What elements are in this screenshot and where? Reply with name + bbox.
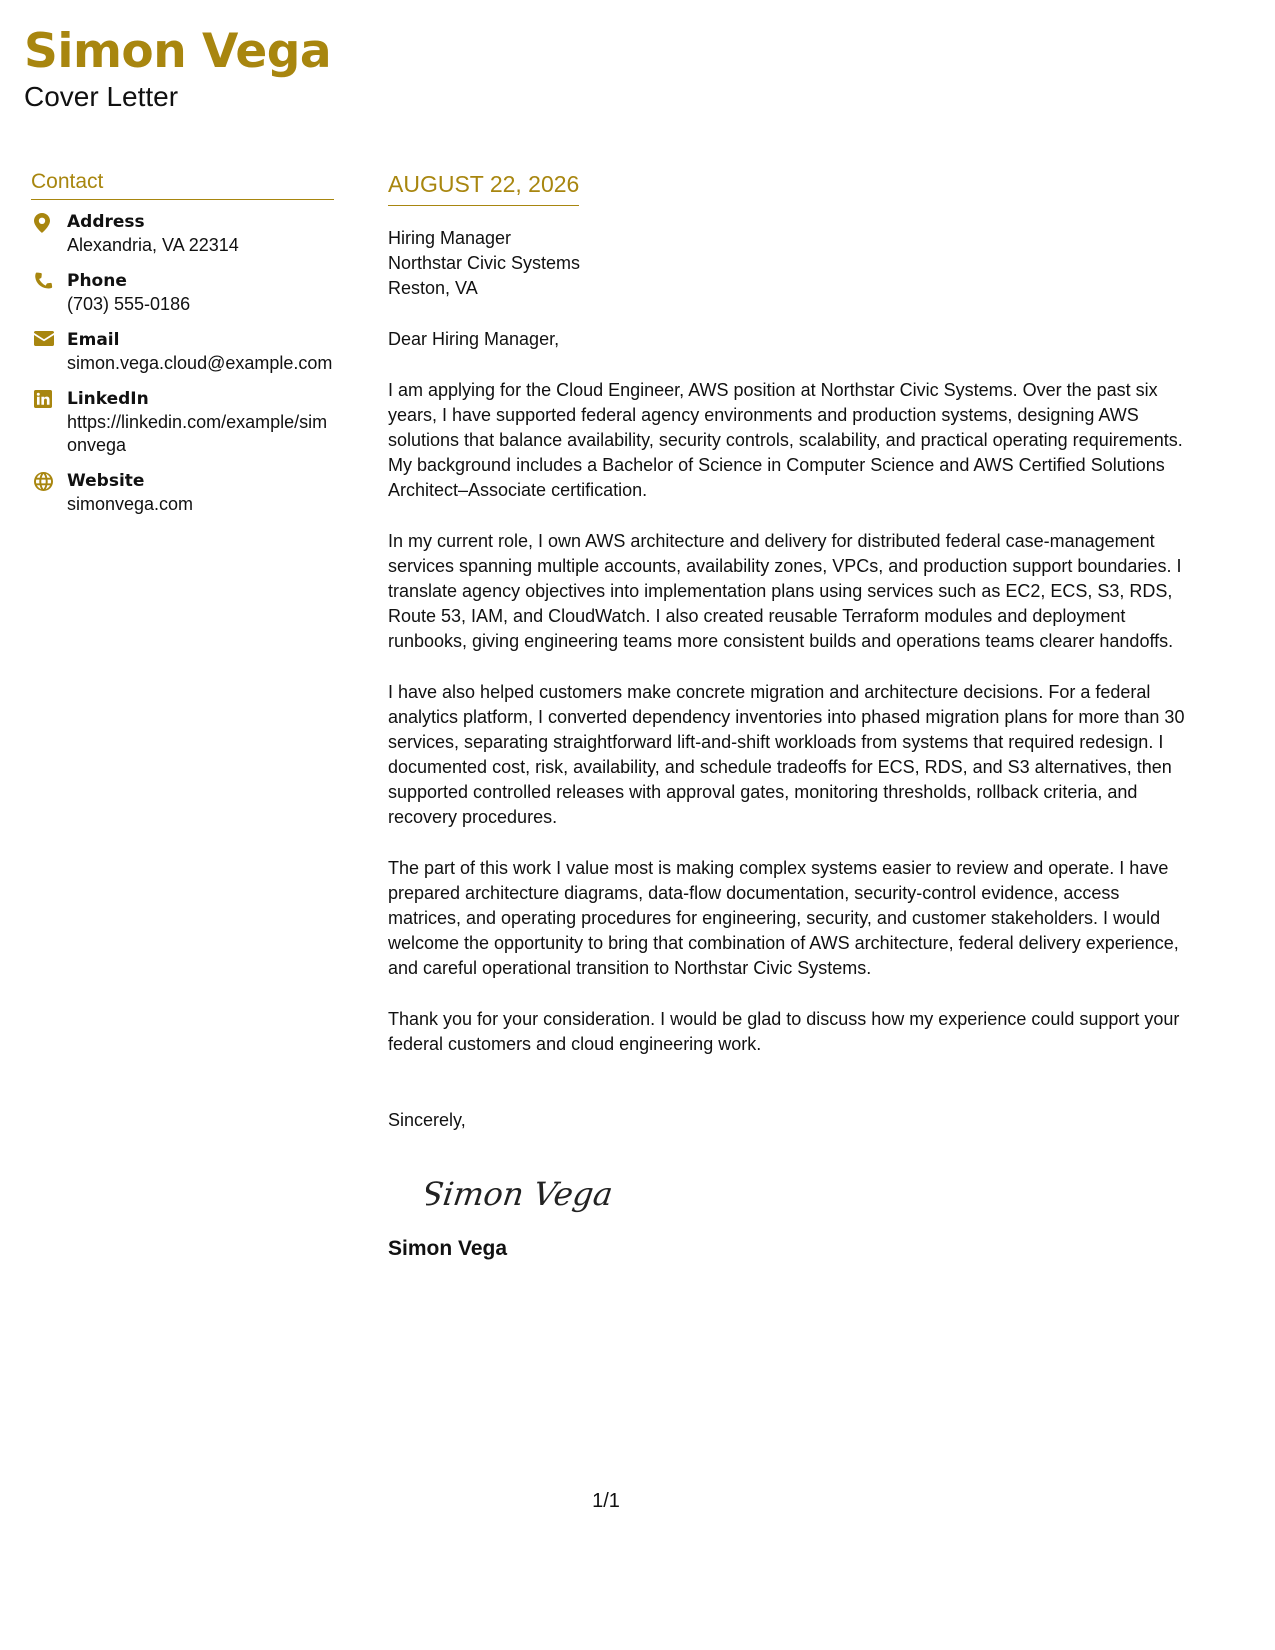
contact-label: Address [67,212,145,232]
contact-value[interactable]: simonvega.com [67,494,194,514]
contact-value: simon.vega.cloud@example.com [67,353,333,373]
handwritten-signature [426,1161,1188,1221]
contact-value[interactable]: https://linkedin.com/example/simonvega [67,412,328,455]
recipient-block [388,226,1188,301]
paragraph: The part of this work I value most is making complex systems easier to review and operate. I have prepared architecture diagrams, data-flow documentation, security-control evidence, access matrices, and operating procedures for engineering, security, and customer stakeholders. I would welcome the opportunity to bring that combination of AWS architecture, federal delivery experience, and careful operational transition to Northstar Civic Systems. [388,858,1179,978]
contact-item-phone [31,269,334,316]
contact-item-website [31,469,334,516]
page-number: 1/1 [592,1490,620,1512]
applicant-name: Simon Vega [24,24,332,79]
linkedin-icon [31,387,67,408]
contact-item-address [31,210,334,257]
contact-item-email [31,328,334,375]
recipient-line: Reston, VA [388,278,478,298]
envelope-icon [31,328,67,346]
paragraph: I am applying for the Cloud Engineer, AWS position at Northstar Civic Systems. Over the past six years, I have supported federal agency environments and production systems, designing AWS solutions that balance availability, security controls, scalability, and practical operating requirements. My background includes a Bachelor of Science in Computer Science and AWS Certified Solutions Architect–Associate certification. [388,380,1183,500]
contact-list [31,210,334,516]
signer-name: Simon Vega [388,1237,508,1260]
letter-body [388,168,1188,1263]
recipient-line: Northstar Civic Systems [388,253,581,273]
contact-value: (703) 555-0186 [67,294,191,314]
document-type: Cover Letter [24,81,179,112]
globe-icon [31,469,67,491]
contact-label: Phone [67,271,127,291]
paragraph: I have also helped customers make concrete migration and architecture decisions. For a federal analytics platform, I converted dependency inventories into phased migration plans for more than 30 services, separating straightforward lift-and-shift workloads from systems that required redesign. I documented cost, risk, availability, and schedule tradeoffs for ECS, RDS, and S3 alternatives, then supported controlled releases with approval gates, monitoring thresholds, rollback criteria, and recovery procedures. [388,682,1185,827]
phone-icon [31,269,67,291]
date-block [388,168,579,206]
contact-label: Website [67,471,145,491]
contact-item-linkedin [31,387,334,457]
recipient-line: Hiring Manager [388,228,512,248]
salutation: Dear Hiring Manager, [388,329,560,349]
contact-sidebar [31,168,334,528]
signature-text: Simon Vega [426,1175,616,1213]
contact-label: Email [67,330,120,350]
header [24,22,331,114]
contact-label: LinkedIn [67,389,149,409]
paragraph: In my current role, I own AWS architecture and delivery for distributed federal case-management services spanning multiple accounts, availability zones, VPCs, and production support boundaries. I translate agency objectives into implementation plans using services such as EC2, ECS, S3, RDS, Route 53, IAM, and CloudWatch. I also created reusable Terraform modules and deployment runbooks, giving engineering teams more consistent builds and operations teams clearer handoffs. [388,531,1182,651]
contact-heading: Contact [31,168,334,200]
contact-value: Alexandria, VA 22314 [67,235,239,255]
letter-date: AUGUST 22, 2026 [388,171,580,197]
map-pin-icon [31,210,67,233]
paragraph: Thank you for your consideration. I would be glad to discuss how my experience could support your federal customers and cloud engineering work. [388,1009,1180,1054]
closing: Sincerely, [388,1110,466,1130]
